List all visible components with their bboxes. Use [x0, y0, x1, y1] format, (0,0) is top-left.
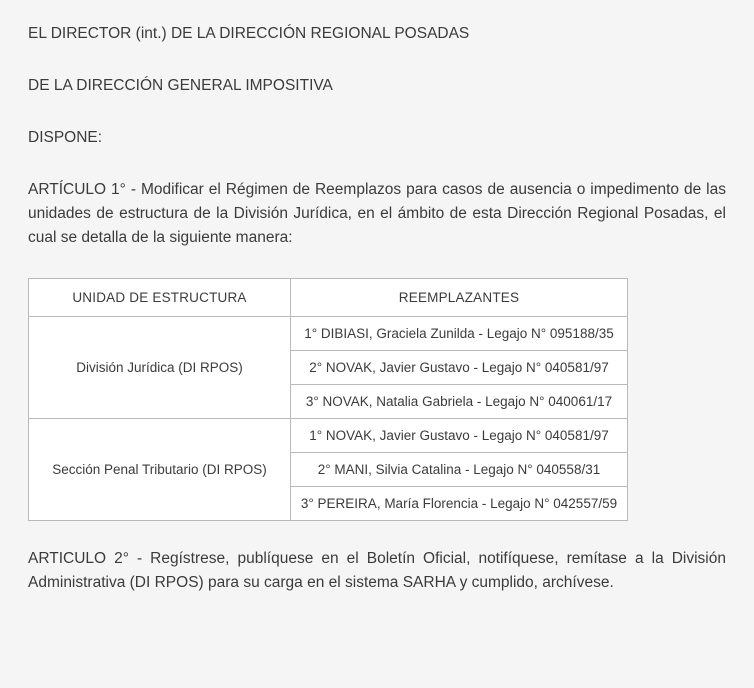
paragraph-dispone: DISPONE: — [28, 129, 103, 147]
cell-unidad-division-juridica: División Jurídica (DI RPOS) — [29, 317, 291, 419]
paragraph-articulo-1: ARTÍCULO 1° - Modificar el Régimen de Reemplazos para casos de ausencia o impedimento de las unidades de estructura de la División Jurídica, en el ámbito de esta Dirección Regional Posadas, el cual se detalla de la siguiente manera: — [28, 181, 726, 247]
paragraph-articulo-2: ARTICULO 2° - Regístrese, publíquese en el Boletín Oficial, notifíquese, remítase a la División Administrativa (DI RPOS) para su carga en el sistema SARHA y cumplido, archívese. — [28, 550, 726, 592]
cell-reemplazante: 1° NOVAK, Javier Gustavo - Legajo N° 040581/97 — [291, 419, 628, 453]
paragraph-director: EL DIRECTOR (int.) DE LA DIRECCIÓN REGIONAL POSADAS — [28, 25, 470, 42]
header-reemplazantes: REEMPLAZANTES — [291, 279, 628, 317]
reemplazos-table — [28, 278, 628, 521]
table-row — [29, 317, 628, 351]
cell-unidad-seccion-penal-tributario: Sección Penal Tributario (DI RPOS) — [29, 419, 291, 521]
cell-reemplazante: 2° NOVAK, Javier Gustavo - Legajo N° 040581/97 — [291, 351, 628, 385]
table-row — [29, 419, 628, 453]
cell-reemplazante: 3° PEREIRA, María Florencia - Legajo N° 042557/59 — [291, 487, 628, 521]
header-unidad-estructura: UNIDAD DE ESTRUCTURA — [29, 279, 291, 317]
table-container — [28, 278, 726, 521]
paragraph-dependencia: DE LA DIRECCIÓN GENERAL IMPOSITIVA — [28, 77, 333, 95]
cell-reemplazante: 1° DIBIASI, Graciela Zunilda - Legajo N° 095188/35 — [291, 317, 628, 351]
cell-reemplazante: 3° NOVAK, Natalia Gabriela - Legajo N° 040061/17 — [291, 385, 628, 419]
cell-reemplazante: 2° MANI, Silvia Catalina - Legajo N° 040558/31 — [291, 453, 628, 487]
table-header-row — [29, 279, 628, 317]
